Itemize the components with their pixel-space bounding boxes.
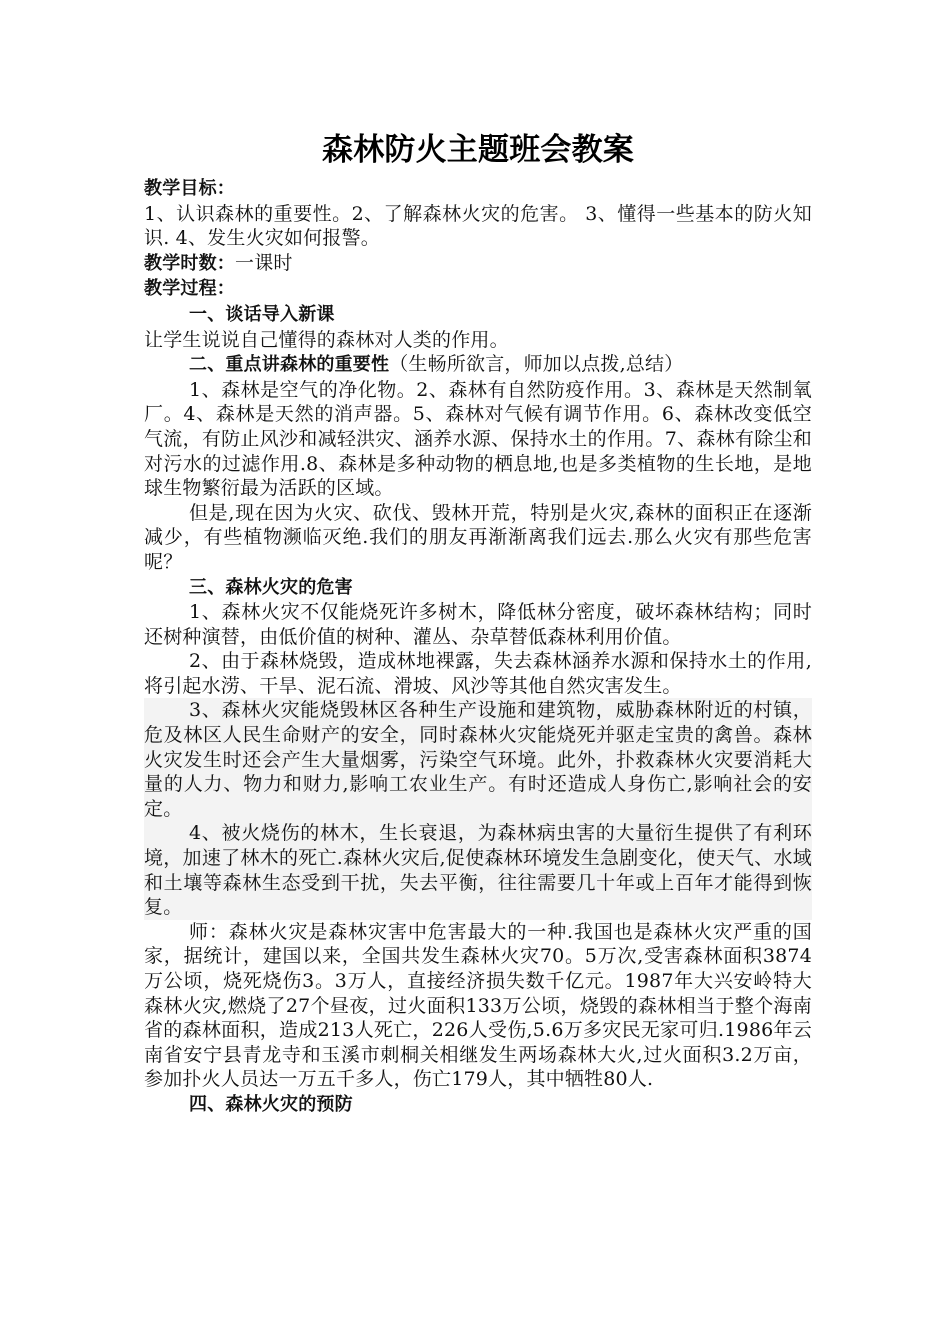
hours-value: 一课时 [235, 251, 293, 274]
section-3-paragraph: 师：森林火灾是森林灾害中危害最大的一种.我国也是森林火灾严重的国家，据统计，建国以来，全国共发生森林火灾70。5万次,受害森林面积3874万公顷，烧死烧伤3。3万人，直接经济损失数千亿元。1987年大兴安岭特大森林火灾,燃烧了27个昼夜，过火面积133万公顷，烧毁的森林相当于整个海南省的森林面积，造成213人死亡，226人受伤,5.6万多灾民无家可归.1986年云南省安宁县青龙寺和玉溪市刺桐关相继发生两场森林大火,过火面积3.2万亩，参加扑火人员达一万五千多人，伤亡179人，其中牺牲80人. [144, 920, 812, 1091]
section-3-paragraph: 3、森林火灾能烧毁林区各种生产设施和建筑物，威胁森林附近的村镇，危及林区人民生命财产的安全，同时森林火灾能烧死并驱走宝贵的禽兽。森林火灾发生时还会产生大量烟雾，污染空气环境。此外，扑救森林火灾要消耗大量的人力、物力和财力,影响工农业生产。有时还造成人身伤亡,影响社会的安定。 [144, 699, 812, 820]
hours-block [144, 251, 812, 277]
objectives-label: 教学目标： [144, 178, 235, 199]
section-4-heading: 四、森林火灾的预防 [189, 1093, 353, 1115]
section-2-paragraph: 1、森林是空气的净化物。2、森林有自然防疫作用。3、森林是天然制氧厂。4、森林是天然的消声器。5、森林对气候有调节作用。6、森林改变低空气流，有防止风沙和减轻洪灾、涵养水源、保持水土的作用。7、森林有除尘和对污水的过滤作用.8、森林是多种动物的栖息地,也是多类植物的生长地，是地球生物繁衍最为活跃的区域。 [144, 378, 812, 500]
section-4-heading-line [144, 1092, 812, 1118]
section-2-note: （生畅所欲言，师加以点拨,总结） [389, 353, 684, 376]
section-1-heading-line [144, 302, 812, 328]
section-2-heading: 二、重点讲森林的重要性 [189, 354, 390, 376]
document-title: 森林防火主题班会教案 [322, 132, 634, 168]
section-3-paragraph: 2、由于森林烧毁，造成林地裸露，失去森林涵养水源和保持水土的作用,将引起水涝、干旱、泥石流、滑坡、风沙等其他自然灾害发生。 [144, 650, 812, 697]
section-3-heading-line [144, 575, 812, 601]
section-3-heading: 三、森林火灾的危害 [189, 576, 353, 598]
hours-label: 教学时数： [144, 252, 235, 274]
objectives-block [144, 176, 812, 202]
process-block [144, 276, 812, 302]
section-2-heading-line [144, 352, 812, 378]
process-label: 教学过程： [144, 278, 235, 300]
section-3-paragraph: 4、被火烧伤的林木，生长衰退，为森林病虫害的大量衍生提供了有利环境，加速了林木的死亡.森林火灾后,促使森林环境发生急剧变化，使天气、水域和土壤等森林生态受到干扰，失去平衡，往往需要几十年或上百年才能得到恢复。 [144, 822, 812, 919]
document-body [144, 128, 812, 1118]
section-1-heading: 一、谈话导入新课 [189, 303, 335, 325]
section-3-paragraph: 1、森林火灾不仅能烧死许多树木，降低林分密度，破坏森林结构；同时还树种演替，由低价值的树种、灌丛、杂草替低森林利用价值。 [144, 601, 812, 648]
section-2-paragraph: 但是,现在因为火灾、砍伐、毁林开荒，特别是火灾,森林的面积正在逐渐减少，有些植物濒临灭绝.我们的朋友再渐渐离我们远去.那么火灾有那些危害呢？ [144, 501, 812, 573]
objectives-text: 1、认识森林的重要性。2、了解森林火灾的危害。 3、懂得一些基本的防火知识. 4、发生火灾如何报警。 [144, 202, 812, 250]
section-1-paragraph: 让学生说说自己懂得的森林对人类的作用。 [144, 328, 509, 351]
